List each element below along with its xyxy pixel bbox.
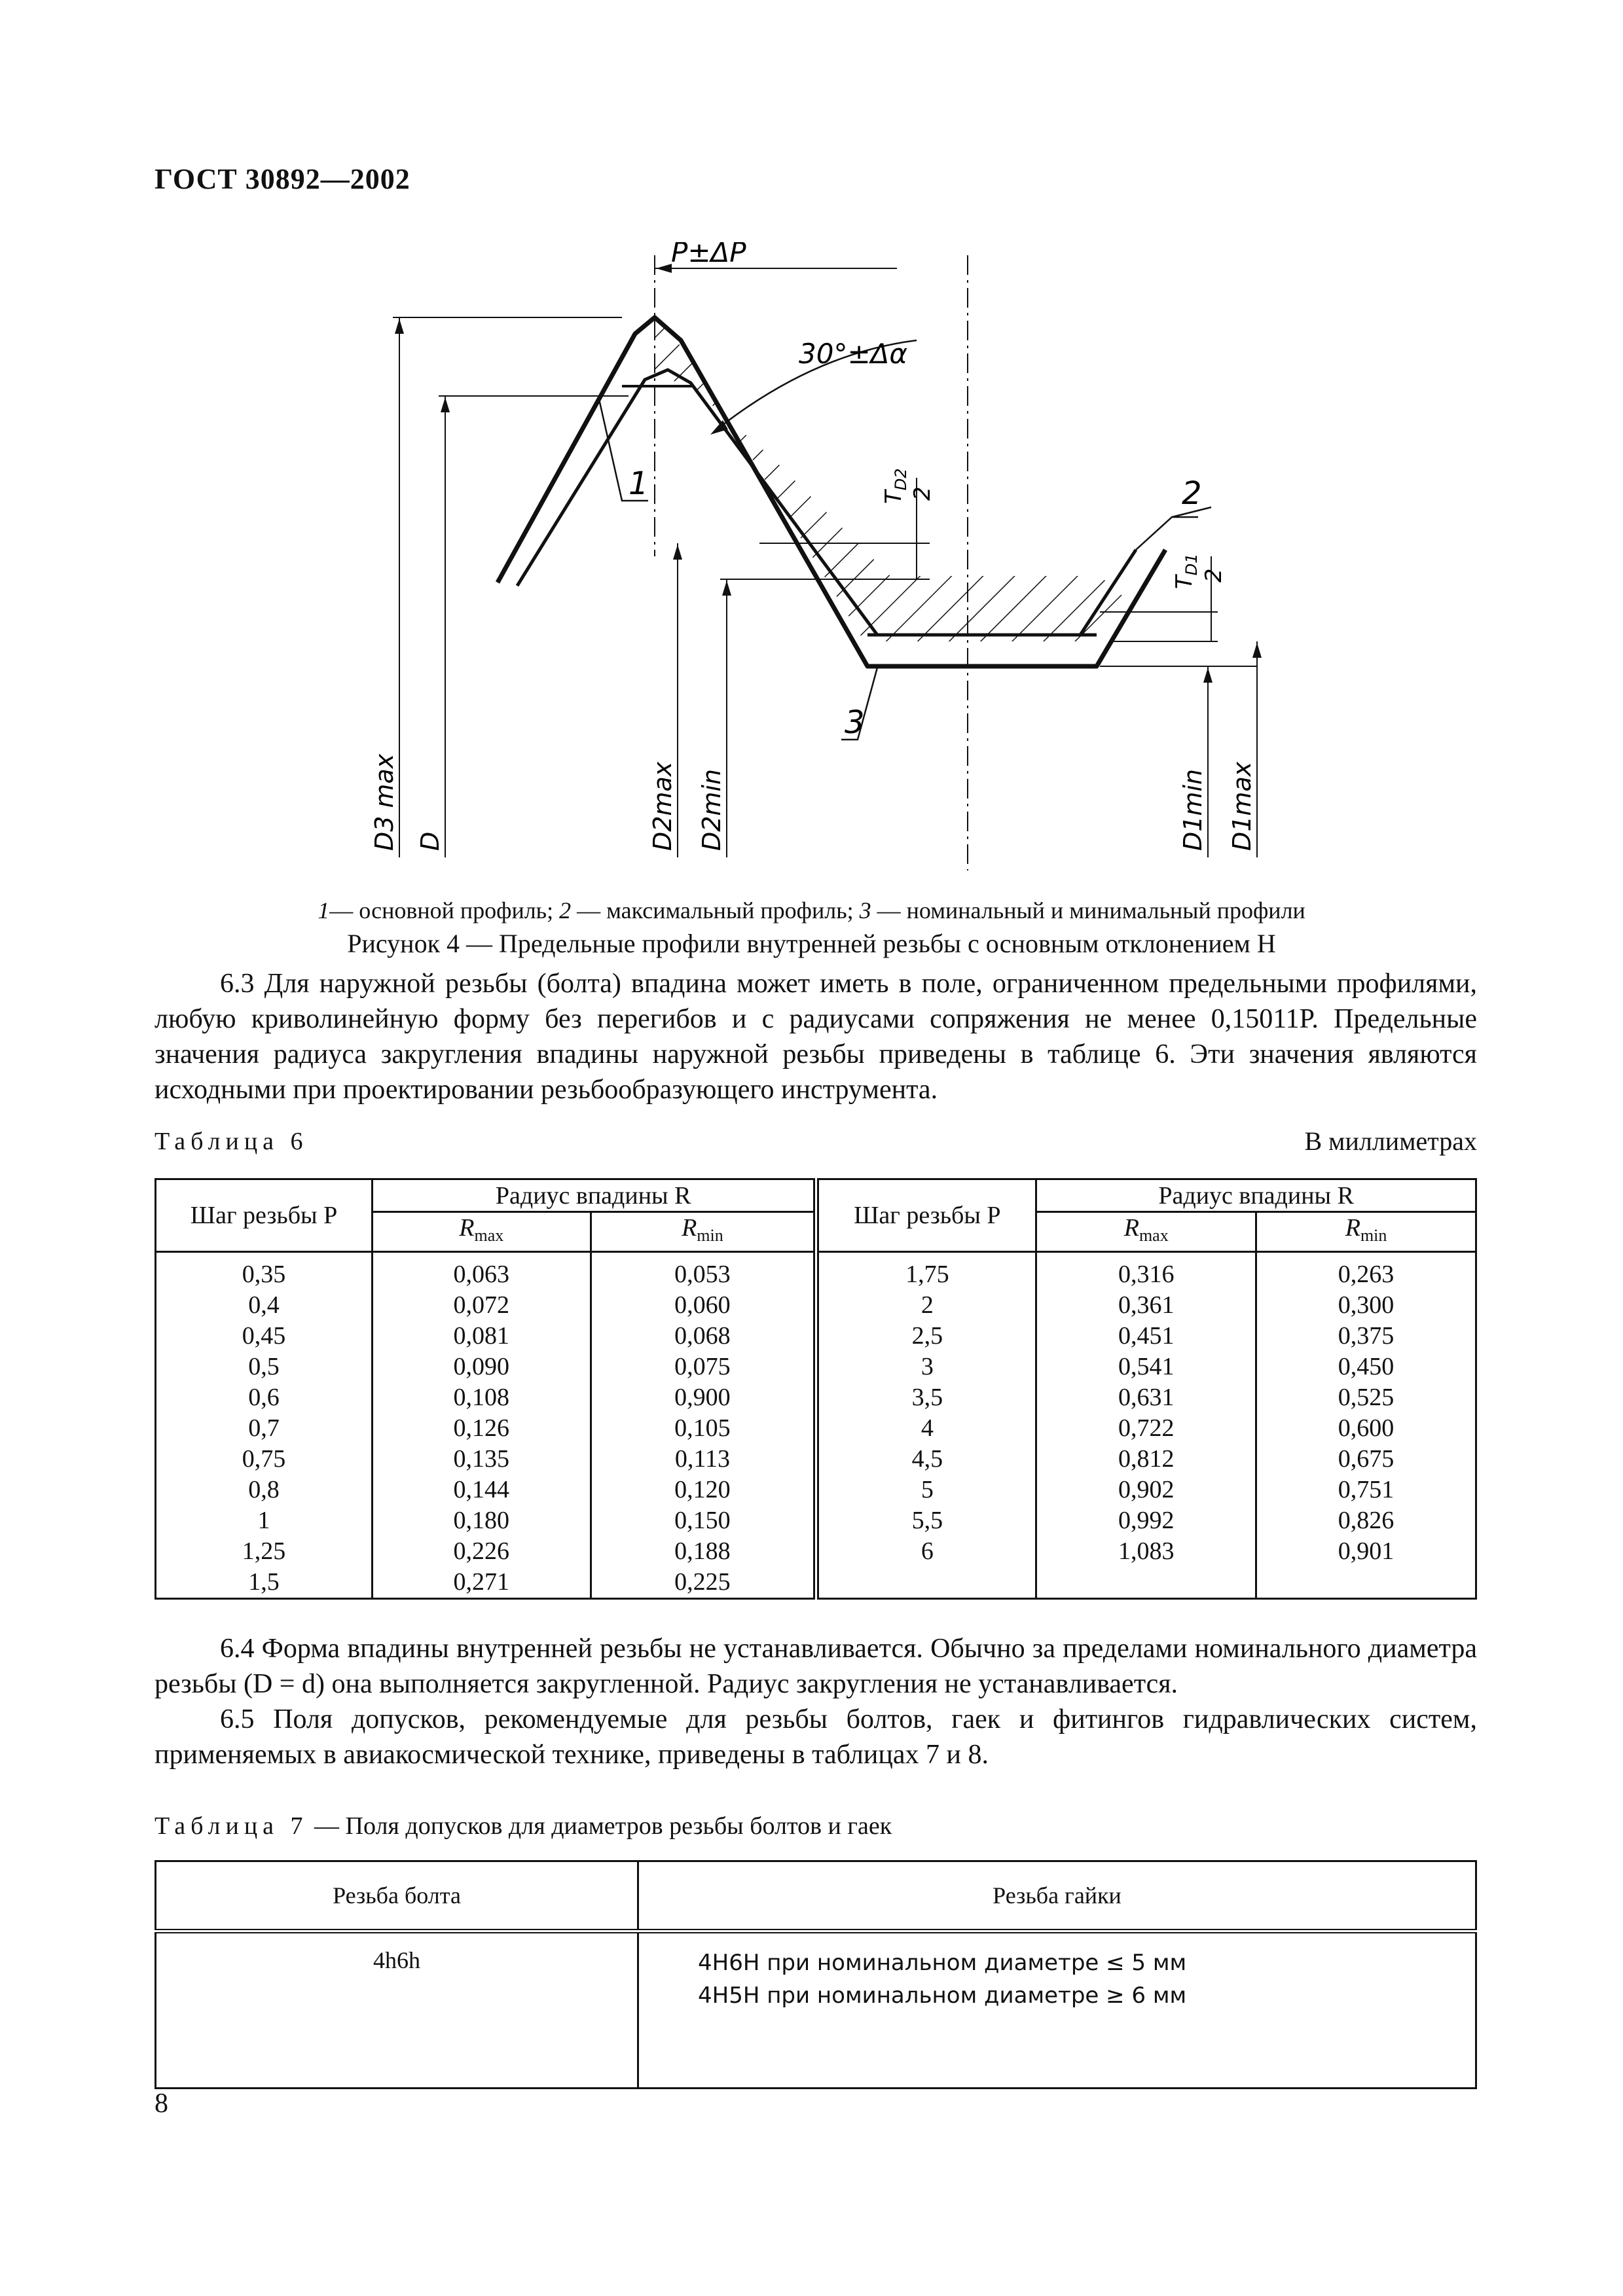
table-cell: 0,5 <box>156 1352 373 1382</box>
td1-label: $T_{D1}$ <box>1171 553 1201 589</box>
table-7 <box>155 1860 1477 2089</box>
table-cell: 0,060 <box>591 1290 816 1321</box>
table-cell: 0,053 <box>591 1252 816 1291</box>
table-cell: 4,5 <box>816 1444 1036 1475</box>
table-cell: 0,75 <box>156 1444 373 1475</box>
page-number: 8 <box>155 2089 168 2119</box>
paragraph-6-5: 6.5 Поля допусков, рекомендуемые для резьбы болтов, гаек и фитингов гидравлических систем, применяемых в авиакосмической технике, приведены в таблицах 7 и 8. <box>155 1704 1477 1770</box>
table-cell: 6 <box>816 1536 1036 1567</box>
table-cell: 1,25 <box>156 1536 373 1567</box>
td1-half: 2 <box>1201 568 1227 583</box>
table-cell: 0,113 <box>591 1444 816 1475</box>
table-cell: 0,375 <box>1256 1321 1476 1352</box>
table-cell: 0,361 <box>1036 1290 1256 1321</box>
callout-2-label: 2 <box>1182 475 1202 512</box>
td2-half: 2 <box>909 486 936 501</box>
header-step-right: Шаг резьбы P <box>816 1179 1036 1252</box>
figure-legend: 1— основной профиль; 2 — максимальный профиль; 3 — номинальный и минимальный профили <box>318 897 1305 924</box>
header-rmax-left: $R_{max}$ <box>373 1212 591 1252</box>
table-cell: 0,8 <box>156 1475 373 1505</box>
table-row <box>156 1505 1476 1536</box>
table-cell: 0,722 <box>1036 1413 1256 1444</box>
table-row <box>156 1567 1476 1599</box>
header-step-left: Шаг резьбы P <box>156 1179 373 1252</box>
paragraph-6-4: 6.4 Форма впадины внутренней резьбы не устанавливается. Обычно за пределами номинального диаметра резьбы (D = d) она выполняется закругленной. Радиус закругления не устанавливается. <box>155 1634 1477 1699</box>
table-cell: 0,600 <box>1256 1413 1476 1444</box>
table-cell: 0,075 <box>591 1352 816 1382</box>
header-bolt: Резьба болта <box>156 1861 638 1931</box>
table-cell: 0,631 <box>1036 1382 1256 1413</box>
table-cell: 2 <box>816 1290 1036 1321</box>
table-cell: 0,108 <box>373 1382 591 1413</box>
nut-tolerance: 4H6H при номинальном диаметре ≤ 5 мм 4H5H при номинальном диаметре ≥ 6 мм <box>638 1931 1476 2089</box>
d1min-label: D1min <box>1178 768 1207 851</box>
table-cell <box>1256 1567 1476 1599</box>
table-cell: 3 <box>816 1352 1036 1382</box>
table-row <box>156 1444 1476 1475</box>
table-cell: 0,316 <box>1036 1252 1256 1291</box>
table-cell: 4 <box>816 1413 1036 1444</box>
table-row <box>156 1290 1476 1321</box>
table-cell <box>1036 1567 1256 1599</box>
table-row <box>156 1536 1476 1567</box>
table-cell: 0,675 <box>1256 1444 1476 1475</box>
table-cell: 0,180 <box>373 1505 591 1536</box>
table-row <box>156 1321 1476 1352</box>
table-cell: 0,120 <box>591 1475 816 1505</box>
table-cell: 0,126 <box>373 1413 591 1444</box>
table-cell: 0,063 <box>373 1252 591 1291</box>
table-cell: 0,072 <box>373 1290 591 1321</box>
table-row <box>156 1382 1476 1413</box>
table-6 <box>155 1178 1477 1600</box>
table-cell: 0,541 <box>1036 1352 1256 1382</box>
table-cell: 0,902 <box>1036 1475 1256 1505</box>
table-cell: 0,35 <box>156 1252 373 1291</box>
table-6-label: Таблица 6 <box>155 1128 308 1155</box>
table-6-body <box>156 1252 1476 1599</box>
table-cell: 1 <box>156 1505 373 1536</box>
table-6-units: В миллиметрах <box>1304 1126 1477 1156</box>
angle-label: 30°±Δα <box>799 338 908 370</box>
table-cell: 0,150 <box>591 1505 816 1536</box>
table-cell: 0,144 <box>373 1475 591 1505</box>
table-cell: 0,451 <box>1036 1321 1256 1352</box>
table-cell: 0,271 <box>373 1567 591 1599</box>
table-cell: 1,5 <box>156 1567 373 1599</box>
pitch-arrow <box>656 264 672 273</box>
header-radius-left: Радиус впадины R <box>373 1179 816 1212</box>
table-cell: 0,225 <box>591 1567 816 1599</box>
paragraph-6-3: 6.3 Для наружной резьбы (болта) впадина может иметь в поле, ограниченном предельными профилями, любую криволинейную форму без перегибов и с радиусами сопряжения не менее 0,15011P. Предельные значения радиуса закругления впадины наружной резьбы приведены в таблице 6. Эти значения являются исходными при проектировании резьбообразующего инструмента. <box>155 969 1477 1105</box>
table-cell: 3,5 <box>816 1382 1036 1413</box>
table-cell: 0,105 <box>591 1413 816 1444</box>
table-cell: 1,083 <box>1036 1536 1256 1567</box>
d2min-label: D2min <box>697 768 726 851</box>
figure-4-thread-profiles <box>340 242 1336 870</box>
table-cell: 0,135 <box>373 1444 591 1475</box>
td2-label: $T_{D2}$ <box>881 468 910 504</box>
table-cell: 0,812 <box>1036 1444 1256 1475</box>
d2max-label: D2max <box>648 761 677 851</box>
table-7-title: Таблица 7 — Поля допусков для диаметров резьбы болтов и гаек <box>155 1812 892 1840</box>
header-radius-right: Радиус впадины R <box>1036 1179 1476 1212</box>
bolt-tolerance: 4h6h <box>156 1931 638 2089</box>
table-cell: 0,081 <box>373 1321 591 1352</box>
d1max-label: D1max <box>1228 761 1256 851</box>
table-cell: 0,188 <box>591 1536 816 1567</box>
table-cell: 0,090 <box>373 1352 591 1382</box>
table-row <box>156 1352 1476 1382</box>
callout-1-label: 1 <box>629 465 649 502</box>
table-cell: 0,263 <box>1256 1252 1476 1291</box>
table-cell: 5 <box>816 1475 1036 1505</box>
d3max-label: D3 max <box>370 753 399 851</box>
table-cell: 0,068 <box>591 1321 816 1352</box>
table-row <box>156 1413 1476 1444</box>
header-rmin-right: $R_{min}$ <box>1256 1212 1476 1252</box>
table-cell: 0,6 <box>156 1382 373 1413</box>
table-cell: 5,5 <box>816 1505 1036 1536</box>
callout-3-label: 3 <box>845 704 865 741</box>
d-label: D <box>416 831 445 851</box>
table-cell: 0,900 <box>591 1382 816 1413</box>
table-cell: 0,4 <box>156 1290 373 1321</box>
table-cell: 0,751 <box>1256 1475 1476 1505</box>
table-cell: 0,7 <box>156 1413 373 1444</box>
table-cell: 0,992 <box>1036 1505 1256 1536</box>
thread-profile-drawing <box>340 242 1336 870</box>
table-cell: 0,901 <box>1256 1536 1476 1567</box>
table-cell: 0,450 <box>1256 1352 1476 1382</box>
document-header: ГОСТ 30892—2002 <box>155 163 410 195</box>
table-row <box>156 1475 1476 1505</box>
callout-2-leader <box>1136 517 1198 550</box>
table-cell <box>816 1567 1036 1599</box>
table-cell: 0,226 <box>373 1536 591 1567</box>
table-cell: 0,45 <box>156 1321 373 1352</box>
table-cell: 2,5 <box>816 1321 1036 1352</box>
figure-caption: Рисунок 4 — Предельные профили внутренней резьбы с основным отклонением H <box>347 929 1276 958</box>
pitch-label: P±ΔP <box>671 242 746 268</box>
table-row <box>156 1252 1476 1291</box>
header-rmax-right: $R_{max}$ <box>1036 1212 1256 1252</box>
table-cell: 1,75 <box>816 1252 1036 1291</box>
table-cell: 0,300 <box>1256 1290 1476 1321</box>
header-rmin-left: $R_{min}$ <box>591 1212 816 1252</box>
table-cell: 0,525 <box>1256 1382 1476 1413</box>
table-cell: 0,826 <box>1256 1505 1476 1536</box>
header-nut: Резьба гайки <box>638 1861 1476 1931</box>
